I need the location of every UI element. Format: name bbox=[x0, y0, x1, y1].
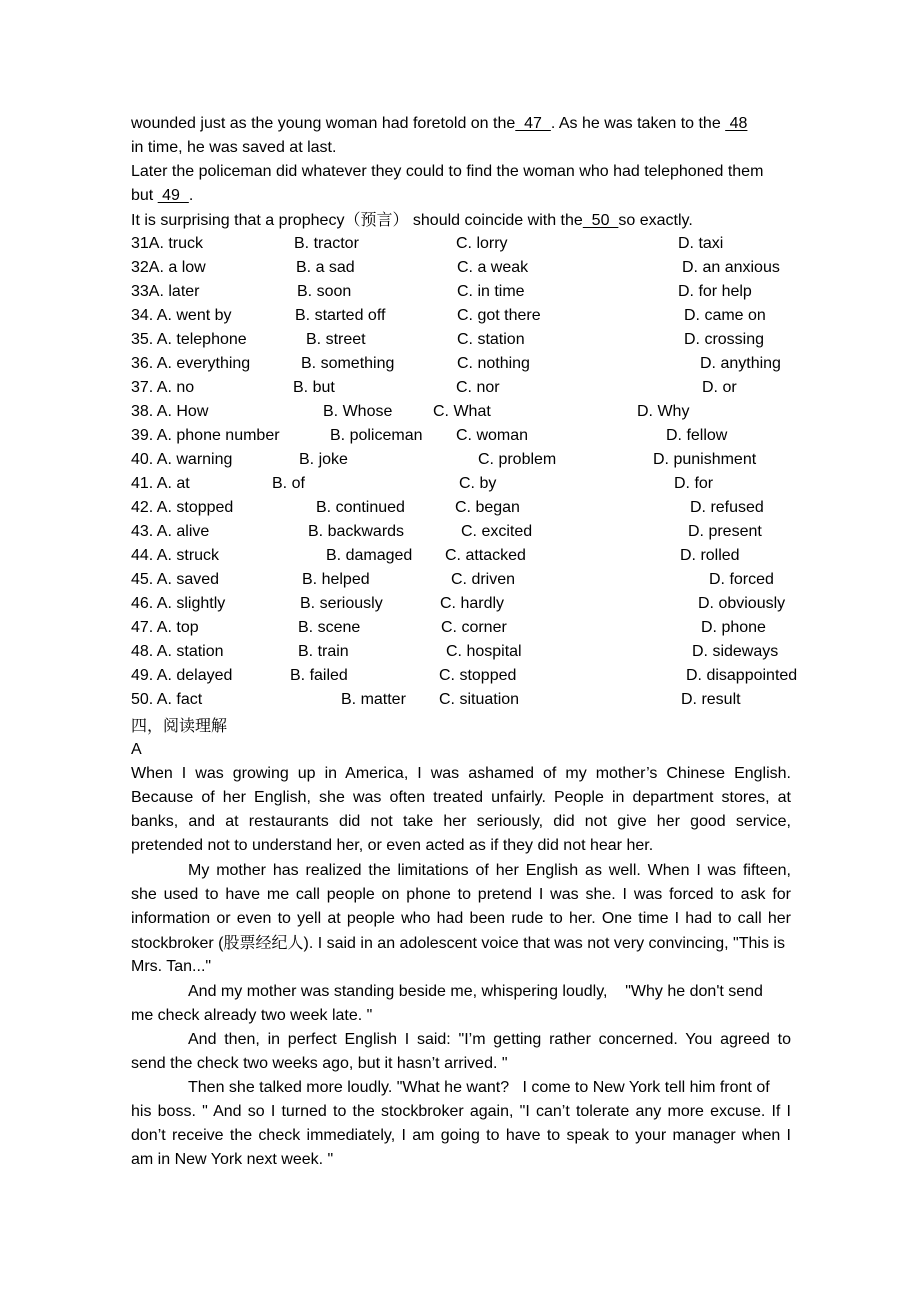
blank-48: 48 bbox=[725, 115, 748, 132]
option-c: C. hardly bbox=[440, 595, 505, 612]
passage-line-5 bbox=[131, 208, 791, 232]
option-d: D. rolled bbox=[680, 547, 740, 564]
paragraph-line: pretended not to understand her, or even acted as if they did not hear her. bbox=[131, 837, 654, 854]
option-a: 49. A. delayed bbox=[131, 667, 233, 684]
option-a: 46. A. slightly bbox=[131, 595, 226, 612]
option-d: D. disappointed bbox=[686, 667, 798, 684]
passage-line-3: Later the policeman did whatever they could to find the woman who had telephoned them bbox=[131, 163, 764, 180]
option-a: 35. A. telephone bbox=[131, 331, 247, 348]
paragraph-line: banks, and at restaurants did not take her seriously, did not give her good service, bbox=[131, 813, 791, 830]
passage-line-2: in time, he was saved at last. bbox=[131, 139, 337, 156]
option-a: 50. A. fact bbox=[131, 691, 203, 708]
option-a: 39. A. phone number bbox=[131, 427, 280, 444]
paragraph-line: Because of her English, she was often treated unfairly. People in department stores, at bbox=[131, 789, 791, 806]
text-span: stockbroker ( bbox=[131, 935, 224, 952]
option-d: D. fellow bbox=[666, 427, 728, 444]
text-span: . As he was taken to the bbox=[550, 115, 726, 132]
option-b: B. matter bbox=[341, 691, 406, 708]
option-a: 36. A. everything bbox=[131, 355, 251, 372]
option-d: D. an anxious bbox=[682, 259, 780, 276]
passage-line-1 bbox=[131, 112, 791, 136]
option-a: 37. A. no bbox=[131, 379, 195, 396]
option-d: D. or bbox=[702, 379, 737, 396]
option-c: C. woman bbox=[456, 427, 529, 444]
option-b: B. damaged bbox=[326, 547, 413, 564]
option-a: 41. A. at bbox=[131, 475, 190, 492]
option-a: 33A. later bbox=[131, 283, 200, 300]
option-b: B. joke bbox=[299, 451, 348, 468]
option-b: B. scene bbox=[298, 619, 361, 636]
text-span-cjk: （预言） bbox=[344, 210, 409, 229]
option-a: 44. A. struck bbox=[131, 547, 220, 564]
option-d: D. anything bbox=[700, 355, 781, 372]
paragraph-line: send the check two weeks ago, but it hasn’t arrived. " bbox=[131, 1055, 508, 1072]
option-a: 47. A. top bbox=[131, 619, 199, 636]
paragraph-line: don’t receive the check immediately, I am going to have to speak to your manager when I bbox=[131, 1127, 791, 1144]
option-b: B. backwards bbox=[308, 523, 405, 540]
paragraph-line: information or even to yell at people who had been rude to her. One time I had to call her bbox=[131, 910, 791, 927]
option-c: C. lorry bbox=[456, 235, 508, 252]
option-b: B. train bbox=[298, 643, 349, 660]
blank-47: 47 bbox=[515, 115, 551, 132]
option-d: D. obviously bbox=[698, 595, 786, 612]
option-b: B. policeman bbox=[330, 427, 423, 444]
option-a: 48. A. station bbox=[131, 643, 224, 660]
option-c: C. hospital bbox=[446, 643, 522, 660]
option-a: 45. A. saved bbox=[131, 571, 220, 588]
paragraph-line: Then she talked more loudly. "What he want? I come to New York tell him front of bbox=[188, 1079, 770, 1096]
option-c: C. got there bbox=[457, 307, 541, 324]
section-heading: 四，阅读理解 bbox=[131, 716, 228, 735]
option-a: 43. A. alive bbox=[131, 523, 210, 540]
option-b: B. helped bbox=[302, 571, 370, 588]
paragraph-line bbox=[131, 931, 791, 955]
option-d: D. present bbox=[688, 523, 762, 540]
option-c: C. a weak bbox=[457, 259, 529, 276]
option-a: 40. A. warning bbox=[131, 451, 233, 468]
paragraph-line: she used to have me call people on phone to pretend I was she. I was forced to ask for bbox=[131, 886, 791, 903]
option-b: B. started off bbox=[295, 307, 386, 324]
option-a: 31A. truck bbox=[131, 235, 204, 252]
option-d: D. forced bbox=[709, 571, 774, 588]
option-a: 38. A. How bbox=[131, 403, 209, 420]
option-c: C. stopped bbox=[439, 667, 517, 684]
text-span: ). I said in an adolescent voice that was not very convincing, "This is bbox=[303, 935, 785, 952]
option-c: C. excited bbox=[461, 523, 533, 540]
option-b: B. Whose bbox=[323, 403, 393, 420]
option-b: B. something bbox=[301, 355, 395, 372]
option-d: D. for bbox=[674, 475, 714, 492]
paragraph-line: his boss. " And so I turned to the stockbroker again, "I can’t tolerate any more excuse. If I bbox=[131, 1103, 791, 1120]
text-span: . bbox=[188, 187, 194, 204]
option-b: B. continued bbox=[316, 499, 405, 516]
option-c: C. driven bbox=[451, 571, 516, 588]
option-b: B. soon bbox=[297, 283, 352, 300]
option-d: D. came on bbox=[684, 307, 766, 324]
option-d: D. Why bbox=[637, 403, 690, 420]
option-c: C. corner bbox=[441, 619, 507, 636]
option-b: B. failed bbox=[290, 667, 348, 684]
option-c: C. problem bbox=[478, 451, 557, 468]
paragraph-line: And then, in perfect English I said: "I’m getting rather concerned. You agreed to bbox=[188, 1031, 791, 1048]
option-b: B. seriously bbox=[300, 595, 383, 612]
option-c: C. in time bbox=[457, 283, 525, 300]
option-d: D. phone bbox=[701, 619, 766, 636]
paragraph-line: And my mother was standing beside me, whispering loudly, "Why he don't send bbox=[188, 983, 763, 1000]
text-span: but bbox=[131, 187, 158, 204]
blank-50: 50 bbox=[582, 212, 619, 229]
text-span: wounded just as the young woman had foretold on the bbox=[131, 115, 516, 132]
option-c: C. began bbox=[455, 499, 520, 516]
paragraph-line: Mrs. Tan..." bbox=[131, 958, 212, 975]
option-d: D. sideways bbox=[692, 643, 779, 660]
text-span: It is surprising that a prophecy bbox=[131, 212, 345, 229]
option-c: C. What bbox=[433, 403, 491, 420]
option-d: D. crossing bbox=[684, 331, 765, 348]
option-a: 34. A. went by bbox=[131, 307, 232, 324]
option-d: D. taxi bbox=[678, 235, 724, 252]
option-b: B. of bbox=[272, 475, 305, 492]
option-c: C. by bbox=[459, 475, 497, 492]
option-a: 32A. a low bbox=[131, 259, 206, 276]
paragraph-line: When I was growing up in America, I was ashamed of my mother’s Chinese English. bbox=[131, 765, 791, 782]
option-b: B. a sad bbox=[296, 259, 355, 276]
option-d: D. refused bbox=[690, 499, 764, 516]
paragraph-line: am in New York next week. " bbox=[131, 1151, 334, 1168]
option-d: D. for help bbox=[678, 283, 752, 300]
text-span: should coincide with the bbox=[408, 212, 583, 229]
option-d: D. punishment bbox=[653, 451, 757, 468]
option-d: D. result bbox=[681, 691, 741, 708]
paragraph-line: My mother has realized the limitations of her English as well. When I was fifteen, bbox=[188, 862, 791, 879]
passage-line-4 bbox=[131, 184, 791, 208]
blank-49: 49 bbox=[157, 187, 189, 204]
option-c: C. situation bbox=[439, 691, 520, 708]
option-c: C. station bbox=[457, 331, 525, 348]
option-c: C. attacked bbox=[445, 547, 526, 564]
option-c: C. nor bbox=[456, 379, 500, 396]
text-span: so exactly. bbox=[618, 212, 693, 229]
option-b: B. street bbox=[306, 331, 366, 348]
paragraph-line: me check already two week late. " bbox=[131, 1007, 373, 1024]
option-b: B. but bbox=[293, 379, 335, 396]
option-c: C. nothing bbox=[457, 355, 530, 372]
passage-label: A bbox=[131, 741, 142, 758]
text-span-cjk: 股票经纪人 bbox=[223, 933, 304, 952]
option-a: 42. A. stopped bbox=[131, 499, 234, 516]
option-b: B. tractor bbox=[294, 235, 359, 252]
